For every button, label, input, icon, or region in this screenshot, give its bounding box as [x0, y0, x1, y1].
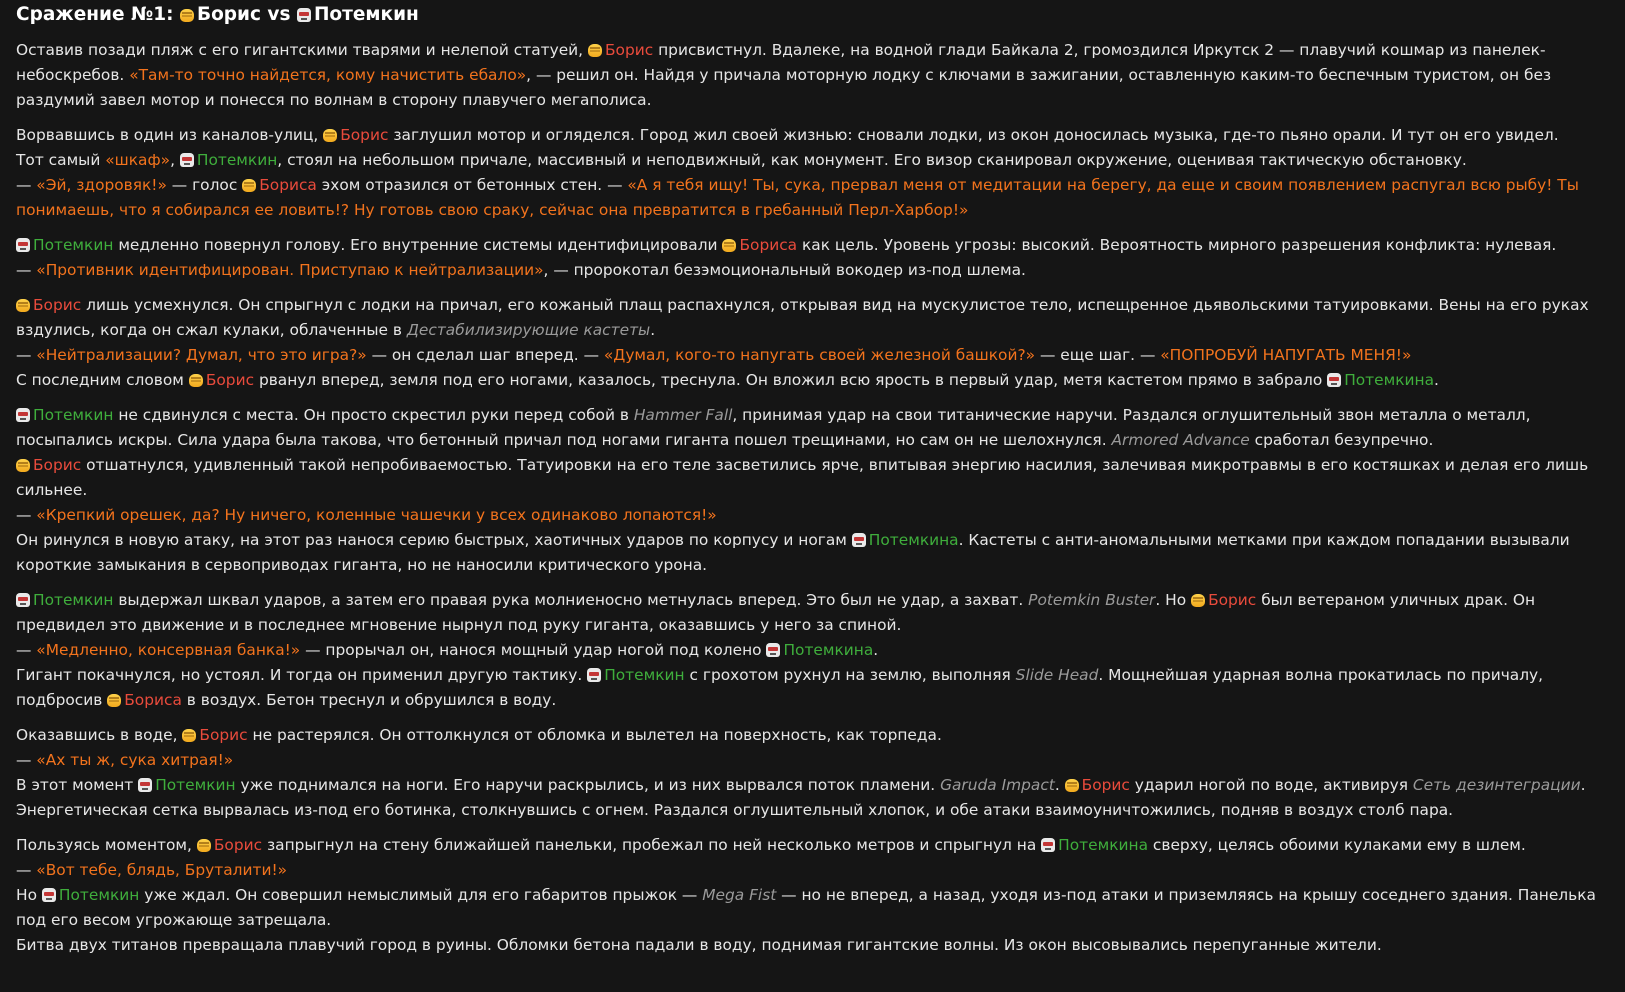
- text-line: [16, 748, 1609, 773]
- paragraph-7: [16, 723, 1609, 823]
- text-line: [16, 123, 1609, 148]
- dash: —: [16, 346, 32, 364]
- narration: отшатнулся, удивленный такой непробиваемостью. Татуировки на его теле засветились ярче, впитывая энергию насилия, залечивая микротравмы в его костяшках и делая его лишь сильнее.: [16, 456, 1589, 499]
- paragraph-5: [16, 403, 1609, 578]
- ability-name: Mega Fist: [702, 886, 777, 904]
- quote: «Эй, здоровяк!»: [36, 176, 167, 194]
- text-line: [16, 883, 1609, 933]
- name-boris: Борис: [199, 726, 248, 744]
- dash: —: [16, 641, 32, 659]
- narration: Битва двух титанов превращала плавучий город в руины. Обломки бетона падали в воду, поднимая гигантские волны. Из окон высовывались перепуганные жители.: [16, 936, 1382, 954]
- narration: — голос: [171, 176, 238, 194]
- name-boris: Борис: [604, 41, 654, 59]
- paragraph-8: [16, 833, 1609, 958]
- name-potemkin: Потемкин: [196, 151, 278, 169]
- narration: .: [873, 641, 879, 659]
- dash: —: [16, 176, 32, 194]
- name-boris: Борис: [33, 456, 82, 474]
- name-potemkin: Потемкин: [155, 776, 236, 794]
- ability-name: Дестабилизирующие кастеты: [406, 321, 651, 339]
- narration: уже поднимался на ноги. Его наручи раскрылись, и из них вырвался поток пламени.: [240, 776, 936, 794]
- page-title: [16, 0, 1609, 29]
- narration: — еще шаг. —: [1039, 346, 1156, 364]
- oncoming-fist-icon: [1191, 594, 1205, 607]
- text-line: [16, 368, 1609, 393]
- narration: В этот момент: [16, 776, 134, 794]
- oncoming-fist-icon: [323, 129, 337, 142]
- robot-face-icon: [138, 778, 152, 792]
- name-boris: Борис: [1081, 776, 1130, 794]
- quote: «ПОПРОБУЙ НАПУГАТЬ МЕНЯ!»: [1160, 346, 1412, 364]
- narration: запрыгнул на стену ближайшей панельки, пробежал по ней несколько метров и спрыгнул на: [266, 836, 1037, 854]
- narration: уже ждал. Он совершил немыслимый для его габаритов прыжок —: [144, 886, 698, 904]
- oncoming-fist-icon: [722, 239, 736, 252]
- name-potemkin: Потемкина: [1344, 371, 1435, 389]
- text-line: [16, 258, 1609, 283]
- quote: «Думал, кого-то напугать своей железной башкой?»: [603, 346, 1036, 364]
- narration: не растерялся. Он оттолкнулся от обломка и вылетел на поверхность, как торпеда.: [252, 726, 942, 744]
- text-line: [16, 503, 1609, 528]
- text-line: [16, 933, 1609, 958]
- narration: , — пророкотал безэмоциональный вокодер из-под шлема.: [543, 261, 1026, 279]
- robot-face-icon: [180, 153, 194, 167]
- narration: сверху, целясь обоими кулаками ему в шлем.: [1152, 836, 1526, 854]
- quote: «Противник идентифицирован. Приступаю к нейтрализации»: [36, 261, 544, 279]
- dash: —: [16, 261, 32, 279]
- narration: Оказавшись в воде,: [16, 726, 178, 744]
- narration: эхом отразился от бетонных стен. —: [321, 176, 623, 194]
- narration: как цель. Уровень угрозы: высокий. Вероятность мирного разрешения конфликта: нулевая.: [802, 236, 1557, 254]
- text-line: [16, 403, 1609, 453]
- dash: —: [16, 861, 32, 879]
- narration: , — решил он. Найдя у причала моторную лодку с ключами в зажигании, оставленную каким-то беспечным туристом, он без раздумий завел мотор и понесся по волнам в сторону плавучего мегаполиса.: [16, 66, 1552, 109]
- narration: — он сделал шаг вперед. —: [371, 346, 599, 364]
- paragraph-4: [16, 293, 1609, 393]
- ability-name: Hammer Fall: [633, 406, 733, 424]
- narration: .: [650, 321, 656, 339]
- quote: «Ах ты ж, сука хитрая!»: [36, 751, 234, 769]
- narration: , стоял на небольшом причале, массивный и неподвижный, как монумент. Его визор сканировал окружение, оценивая тактическую обстановку.: [277, 151, 1467, 169]
- ability-name: Garuda Impact: [940, 776, 1055, 794]
- narration: Тот самый: [16, 151, 101, 169]
- robot-face-icon: [852, 533, 866, 547]
- narration: . Энергетическая сетка вырвалась из-под его ботинка, столкнувшись с огнем. Раздался оглушительный хлопок, и обе атаки взаимоуничтожились, подняв в воздух столб пара.: [16, 776, 1586, 819]
- narration: лишь усмехнулся. Он спрыгнул с лодки на причал, его кожаный плащ распахнулся, открывая вид на мускулистое тело, испещренное дьявольскими татуировками. Вены на его руках вздулись, когда он сжал кулаки, облаченные в: [16, 296, 1589, 339]
- text-line: [16, 343, 1609, 368]
- robot-face-icon: [1041, 838, 1055, 852]
- title-fighter-potemkin: Потемкин: [313, 4, 419, 25]
- narration: Гигант покачнулся, но устоял. И тогда он применил другую тактику.: [16, 666, 583, 684]
- name-potemkin: Потемкин: [33, 236, 114, 254]
- paragraph-6: [16, 588, 1609, 713]
- name-potemkin: Потемкин: [33, 591, 114, 609]
- robot-face-icon: [16, 408, 30, 422]
- narration: присвистнул. Вдалеке, на водной глади Байкала 2, громоздился Иркутск 2 — плавучий кошмар из панелек-небоскребов.: [16, 41, 1546, 84]
- name-boris: Борис: [213, 836, 263, 854]
- quote: «Медленно, консервная банка!»: [36, 641, 301, 659]
- text-line: [16, 773, 1609, 823]
- name-boris: Борис: [1208, 591, 1257, 609]
- quote: «Нейтрализации? Думал, что это игра?»: [36, 346, 367, 364]
- paragraph-3: [16, 233, 1609, 283]
- robot-face-icon: [42, 888, 56, 902]
- name-potemkin: Потемкина: [783, 641, 874, 659]
- narration: не сдвинулся с места. Он просто скрестил руки перед собой в: [118, 406, 629, 424]
- text-line: [16, 233, 1609, 258]
- narration: .: [1434, 371, 1439, 389]
- text-line: [16, 723, 1609, 748]
- narration: . Но: [1155, 591, 1187, 609]
- narration: в воздух. Бетон треснул и обрушился в воду.: [186, 691, 557, 709]
- paragraph-1: [16, 38, 1609, 113]
- narration: Пользуясь моментом,: [16, 836, 192, 854]
- narration: .: [1054, 776, 1060, 794]
- ability-name: Slide Head: [1015, 666, 1099, 684]
- name-boris: Бориса: [124, 691, 182, 709]
- name-potemkin: Потемкин: [58, 886, 140, 904]
- robot-face-icon: [16, 238, 30, 252]
- name-potemkin: Потемкина: [1058, 836, 1148, 854]
- text-line: [16, 293, 1609, 343]
- text-line: [16, 833, 1609, 858]
- narration: рванул вперед, земля под его ногами, казалось, треснула. Он вложил всю ярость в первый удар, метя кастетом прямо в забрало: [258, 371, 1323, 389]
- oncoming-fist-icon: [242, 179, 256, 192]
- narration: ударил ногой по воде, активируя: [1134, 776, 1408, 794]
- oncoming-fist-icon: [182, 729, 196, 742]
- dash: —: [16, 751, 32, 769]
- narration: . Кастеты с анти-аномальными метками при каждом попадании вызывали короткие замыкания в сервоприводах гиганта, но не наносили критического урона.: [16, 531, 1570, 574]
- quote: «Вот тебе, блядь, Бруталити!»: [36, 861, 288, 879]
- narration: Ворвавшись в один из каналов-улиц,: [16, 126, 319, 144]
- narration: — но не вперед, а назад, уходя из-под атаки и приземляясь на крышу соседнего здания. Панелька под его весом угрожающе затрещала.: [16, 886, 1596, 929]
- narration: медленно повернул голову. Его внутренние системы идентифицировали: [118, 236, 718, 254]
- oncoming-fist-icon: [189, 374, 203, 387]
- name-potemkin: Потемкин: [604, 666, 685, 684]
- quote: «шкаф»: [105, 151, 171, 169]
- text-line: [16, 528, 1609, 578]
- narration: , принимая удар на свои титанические наручи. Раздался оглушительный звон металла о металл, посыпались искры. Сила удара была такова, что бетонный причал под ногами гиганта пошел трещинами, но сам он не шелохнулся.: [16, 406, 1531, 449]
- narration: — прорычал он, нанося мощный удар ногой под колено: [305, 641, 762, 659]
- text-line: [16, 858, 1609, 883]
- robot-face-icon: [766, 643, 780, 657]
- oncoming-fist-icon: [107, 694, 121, 707]
- text-line: [16, 453, 1609, 503]
- name-potemkin: Потемкина: [868, 531, 959, 549]
- robot-face-icon: [1327, 373, 1341, 387]
- oncoming-fist-icon: [197, 839, 211, 852]
- ability-name: Сеть дезинтеграции: [1412, 776, 1581, 794]
- oncoming-fist-icon: [180, 9, 194, 22]
- oncoming-fist-icon: [16, 459, 30, 472]
- text-line: [16, 663, 1609, 713]
- name-potemkin: Потемкин: [33, 406, 114, 424]
- oncoming-fist-icon: [588, 44, 602, 57]
- name-boris: Борис: [33, 296, 82, 314]
- quote: «Там-то точно найдется, кому начистить ебало»: [129, 66, 527, 84]
- narration: . Мощнейшая ударная волна прокатилась по причалу, подбросив: [16, 666, 1544, 709]
- narration: Он ринулся в новую атаку, на этот раз нанося серию быстрых, хаотичных ударов по корпусу и ногам: [16, 531, 847, 549]
- text-line: [16, 638, 1609, 663]
- title-fighter-boris: Борис: [196, 4, 261, 25]
- narration: ,: [170, 151, 175, 169]
- text-line: [16, 588, 1609, 638]
- narration: был ветераном уличных драк. Он предвидел это движение и в последнее мгновение нырнул под руку гиганта, оказавшись у него за спиной.: [16, 591, 1536, 634]
- narration: сработал безупречно.: [1254, 431, 1434, 449]
- narration: выдержал шквал ударов, а затем его правая рука молниеносно метнулась вперед. Это был не удар, а захват.: [118, 591, 1024, 609]
- ability-name: Potemkin Buster: [1028, 591, 1156, 609]
- narration: заглушил мотор и огляделся. Город жил своей жизнью: сновали лодки, из окон доносилась музыка, где-то пьяно орали. И тут он его увидел.: [393, 126, 1559, 144]
- text-line: [16, 173, 1609, 223]
- text-line: [16, 148, 1609, 173]
- robot-face-icon: [297, 8, 311, 22]
- ability-name: Armored Advance: [1111, 431, 1250, 449]
- title-vs: vs: [267, 4, 291, 25]
- paragraph-2: [16, 123, 1609, 223]
- quote: «Крепкий орешек, да? Ну ничего, коленные чашечки у всех одинаково лопаются!»: [36, 506, 717, 524]
- name-boris: Бориса: [259, 176, 317, 194]
- oncoming-fist-icon: [1065, 779, 1079, 792]
- narration: Оставив позади пляж с его гигантскими тварями и нелепой статуей,: [16, 41, 584, 59]
- name-boris: Бориса: [739, 236, 798, 254]
- narration: Но: [16, 886, 37, 904]
- robot-face-icon: [16, 593, 30, 607]
- robot-face-icon: [587, 668, 601, 682]
- title-prefix: Сражение №1:: [16, 4, 174, 25]
- narration: с грохотом рухнул на землю, выполняя: [689, 666, 1011, 684]
- quote: «А я тебя ищу! Ты, сука, прервал меня от медитации на берегу, да еще и своим появлением распугал всю рыбу! Ты понимаешь, что я собирался ее ловить!? Ну готовь свою сраку, сейчас она превратится в гребанный Перл-Харбор!»: [16, 176, 1579, 219]
- oncoming-fist-icon: [16, 299, 30, 312]
- narration: С последним словом: [16, 371, 184, 389]
- name-boris: Борис: [340, 126, 389, 144]
- name-boris: Борис: [205, 371, 255, 389]
- dash: —: [16, 506, 32, 524]
